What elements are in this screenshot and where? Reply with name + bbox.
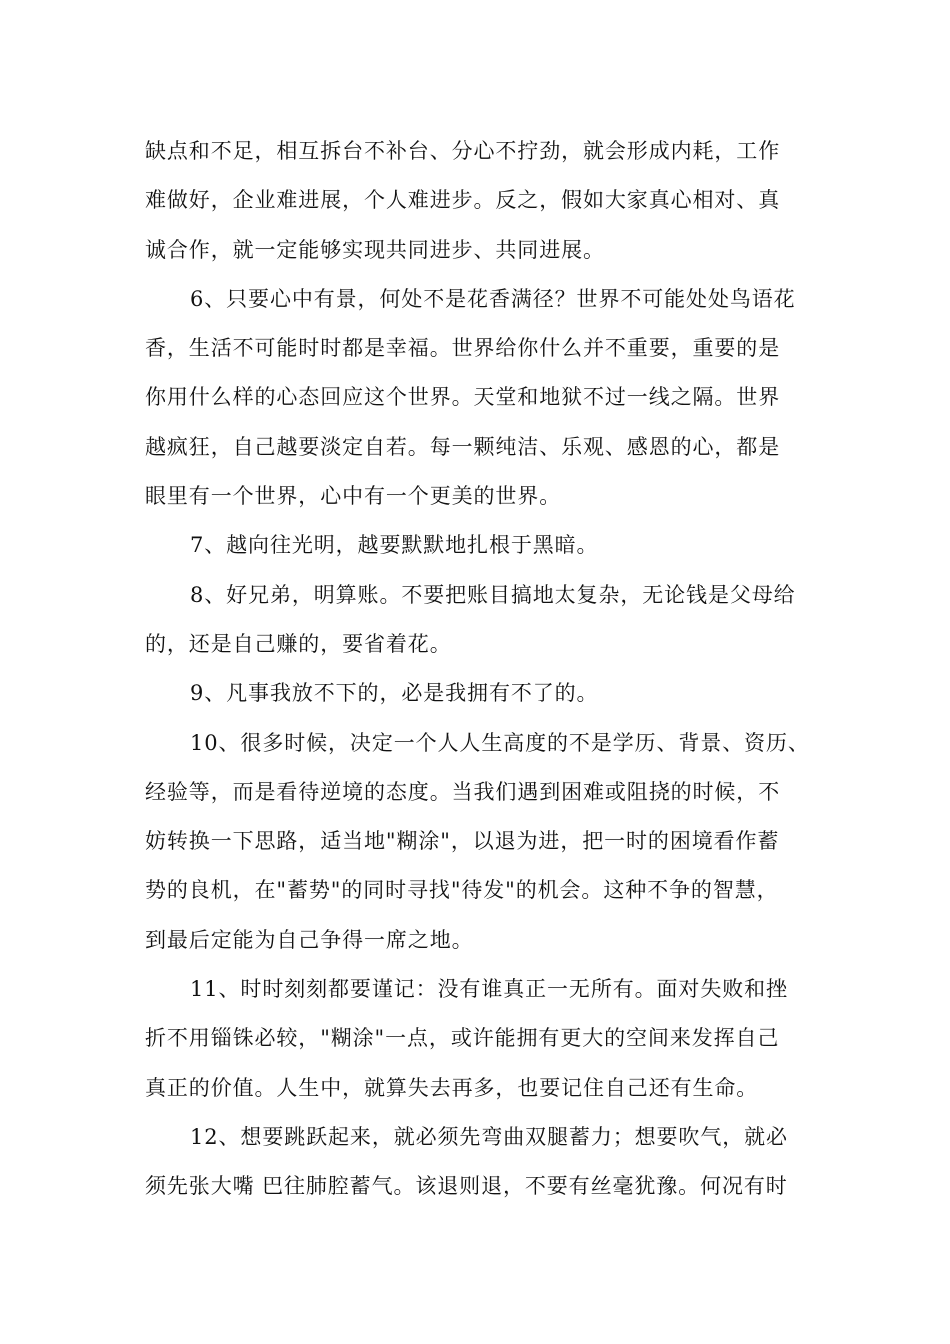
text-line: 折不用锱铢必较，"糊涂"一点，或许能拥有更大的空间来发挥自己 bbox=[145, 1026, 780, 1051]
text-line: 缺点和不足，相互拆台不补台、分心不拧劲，就会形成内耗，工作 bbox=[145, 139, 781, 163]
text-line: 越疯狂，自己越要淡定自若。每一颗纯洁、乐观、感恩的心，都是 bbox=[145, 434, 781, 459]
text-line: 9、凡事我放不下的，必是我拥有不了的。 bbox=[190, 681, 599, 706]
text-line: 眼里有一个世界，心中有一个更美的世界。 bbox=[145, 484, 562, 509]
paragraph-item-12 bbox=[145, 1113, 815, 1212]
paragraph-item-11 bbox=[145, 965, 815, 1113]
paragraph-item-6 bbox=[145, 275, 815, 521]
text-line: 势的良机，在"蓄势"的同时寻找"待发"的机会。这种不争的智慧， bbox=[145, 878, 779, 903]
paragraph-item-8 bbox=[145, 571, 815, 670]
text-line: 经验等，而是看待逆境的态度。当我们遇到困难或阻挠的时候，不 bbox=[145, 779, 781, 804]
text-line: 难做好，企业难进展，个人难进步。反之，假如大家真心相对、真 bbox=[145, 188, 781, 213]
text-line: 真正的价值。人生中，就算失去再多，也要记住自己还有生命。 bbox=[145, 1075, 759, 1100]
text-line: 6、只要心中有景，何处不是花香满径？世界不可能处处鸟语花 bbox=[190, 286, 796, 311]
text-line: 10、很多时候，决定一个人人生高度的不是学历、背景、资历、 bbox=[190, 730, 810, 755]
text-line: 妨转换一下思路，适当地"糊涂"，以退为进，把一时的困境看作蓄 bbox=[145, 829, 780, 854]
text-line: 的，还是自己赚的，要省着花。 bbox=[145, 631, 452, 656]
paragraph-item-9 bbox=[145, 669, 815, 718]
text-line: 你用什么样的心态回应这个世界。天堂和地狱不过一线之隔。世界 bbox=[145, 385, 781, 410]
text-line: 到最后定能为自己争得一席之地。 bbox=[145, 927, 474, 952]
text-line: 11、时时刻刻都要谨记：没有谁真正一无所有。面对失败和挫 bbox=[190, 977, 788, 1002]
paragraph-continuation bbox=[145, 127, 815, 275]
text-line: 香，生活不可能时时都是幸福。世界给你什么并不重要，重要的是 bbox=[145, 336, 781, 361]
text-line: 须先张大嘴 巴往肺腔蓄气。该退则退，不要有丝毫犹豫。何况有时 bbox=[145, 1174, 788, 1199]
text-line: 8、好兄弟，明算账。不要把账目搞地太复杂，无论钱是父母给 bbox=[190, 582, 796, 607]
text-line: 12、想要跳跃起来，就必须先弯曲双腿蓄力；想要吹气，就必 bbox=[190, 1124, 788, 1149]
paragraph-item-10 bbox=[145, 719, 815, 965]
text-line: 诚合作，就一定能够实现共同进步、共同进展。 bbox=[145, 237, 605, 262]
document-body bbox=[145, 127, 815, 1212]
text-line: 7、越向往光明，越要默默地扎根于黑暗。 bbox=[190, 533, 599, 558]
paragraph-item-7 bbox=[145, 521, 815, 570]
